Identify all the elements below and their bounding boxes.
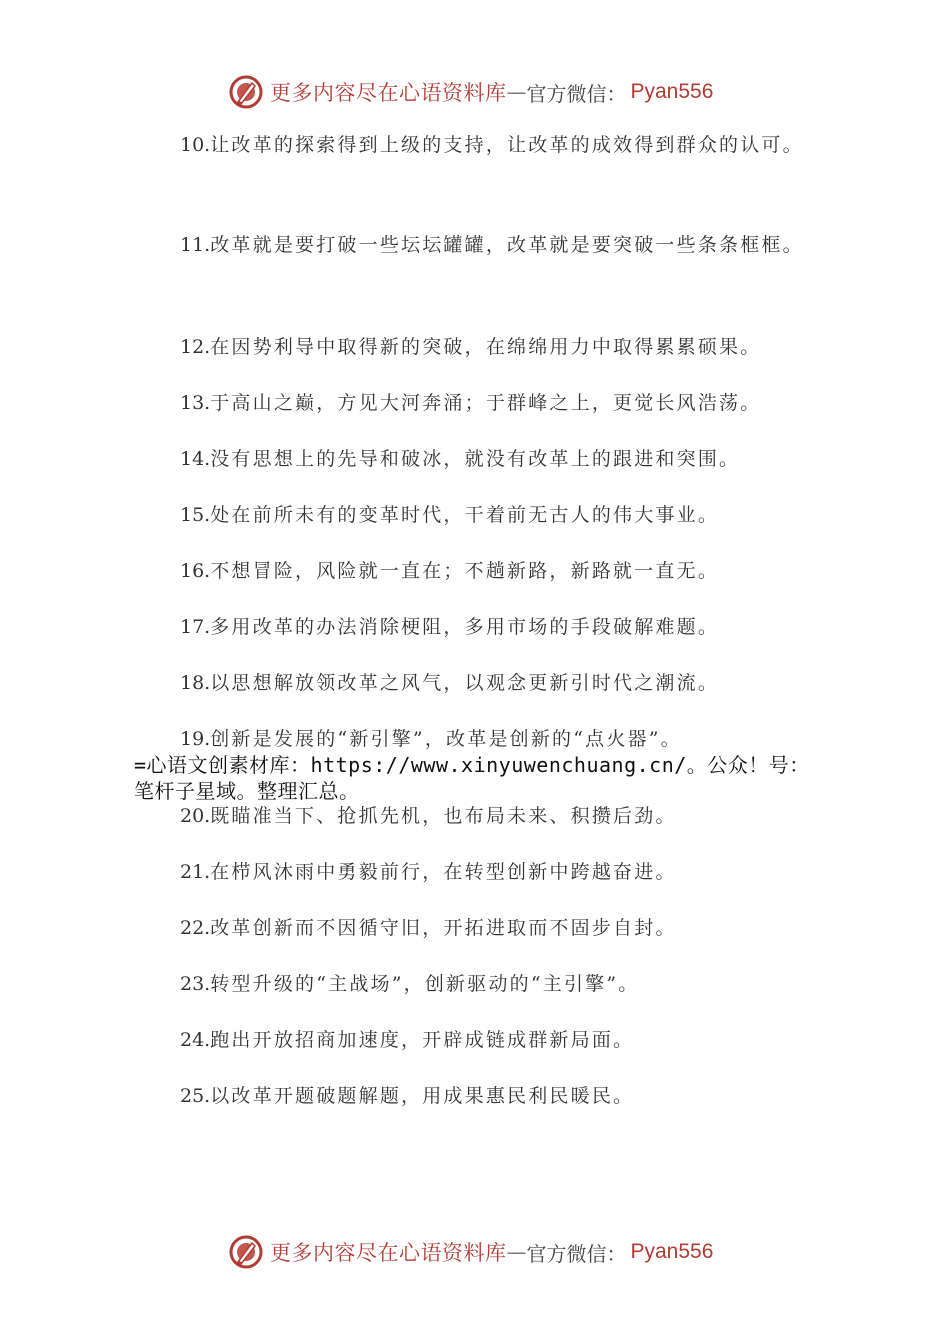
list-item: [140, 905, 810, 951]
footer-banner: [228, 1232, 748, 1272]
item-text: 以思想解放领改革之风气，以观念更新引时代之潮流。: [210, 672, 720, 694]
banner-separator: —: [506, 1240, 527, 1264]
item-number: 15.: [180, 504, 211, 526]
item-number: 11.: [180, 234, 211, 256]
list-item: [140, 961, 810, 1007]
header-banner: [228, 72, 748, 112]
item-text: 处在前所未有的变革时代，干着前无古人的伟大事业。: [210, 504, 720, 526]
banner-text: 更多内容尽在心语资料库: [270, 1241, 507, 1265]
list-item: [140, 793, 810, 839]
item-text: 于高山之巅，方见大河奔涌；于群峰之上，更觉长风浩荡。: [210, 392, 762, 414]
pen-logo-icon: [228, 1234, 264, 1270]
item-text: 在栉风沐雨中勇毅前行，在转型创新中跨越奋进。: [210, 861, 677, 883]
item-number: 22.: [180, 917, 211, 939]
item-number: 19.: [180, 728, 211, 750]
item-number: 20.: [180, 805, 211, 827]
item-text: 多用改革的办法消除梗阻，多用市场的手段破解难题。: [210, 616, 720, 638]
item-text: 让改革的探索得到上级的支持，让改革的成效得到群众的认可。: [210, 134, 804, 156]
item-number: 24.: [180, 1029, 211, 1051]
list-item: [140, 548, 810, 594]
banner-wechat-label: 官方微信：: [526, 1241, 627, 1266]
banner-text: 更多内容尽在心语资料库: [270, 81, 507, 105]
item-text: 没有思想上的先导和破冰，就没有改革上的跟进和突围。: [210, 448, 741, 470]
pen-logo-icon: [228, 74, 264, 110]
list-item: [140, 660, 810, 706]
banner-wechat-id: Pyan556: [630, 80, 714, 103]
banner-separator: —: [506, 80, 527, 104]
list-item: [140, 122, 810, 168]
item-number: 17.: [180, 616, 211, 638]
list-item: [140, 604, 810, 650]
banner-wechat-label: 官方微信：: [526, 81, 627, 106]
item-number: 14.: [180, 448, 211, 470]
list-item: [140, 1017, 810, 1063]
item-text: 既瞄准当下、抢抓先机，也布局未来、积攒后劲。: [210, 805, 677, 827]
list-item: [140, 380, 810, 426]
item-number: 16.: [180, 560, 211, 582]
item-text: 不想冒险，风险就一直在；不趟新路，新路就一直无。: [210, 560, 720, 582]
item-text: 创新是发展的“新引擎”，改革是创新的“点火器”。: [210, 728, 682, 750]
list-item: [140, 222, 810, 268]
item-number: 23.: [180, 973, 211, 995]
item-number: 12.: [180, 336, 211, 358]
item-text: 在因势利导中取得新的突破，在绵绵用力中取得累累硕果。: [210, 336, 762, 358]
item-number: 25.: [180, 1085, 211, 1107]
item-text: 改革创新而不因循守旧，开拓进取而不固步自封。: [210, 917, 677, 939]
item-text: 改革就是要打破一些坛坛罐罐，改革就是要突破一些条条框框。: [210, 234, 804, 256]
banner-wechat-id: Pyan556: [630, 1240, 714, 1263]
item-number: 21.: [180, 861, 211, 883]
list-item: [140, 436, 810, 482]
source-watermark-text: =心语文创素材库：https://www.xinyuwenchuang.cn/。公众！号：笔杆子星域。整理汇总。: [134, 753, 810, 803]
list-item: [140, 849, 810, 895]
item-number: 13.: [180, 392, 211, 414]
list-item: [140, 1073, 810, 1119]
item-text: 转型升级的“主战场”，创新驱动的“主引擎”。: [210, 973, 640, 995]
item-text: 跑出开放招商加速度，开辟成链成群新局面。: [210, 1029, 635, 1051]
list-item: [140, 492, 810, 538]
item-text: 以改革开题破题解题，用成果惠民利民暖民。: [210, 1085, 635, 1107]
item-number: 18.: [180, 672, 211, 694]
item-number: 10.: [180, 134, 211, 156]
list-item: [140, 324, 810, 370]
